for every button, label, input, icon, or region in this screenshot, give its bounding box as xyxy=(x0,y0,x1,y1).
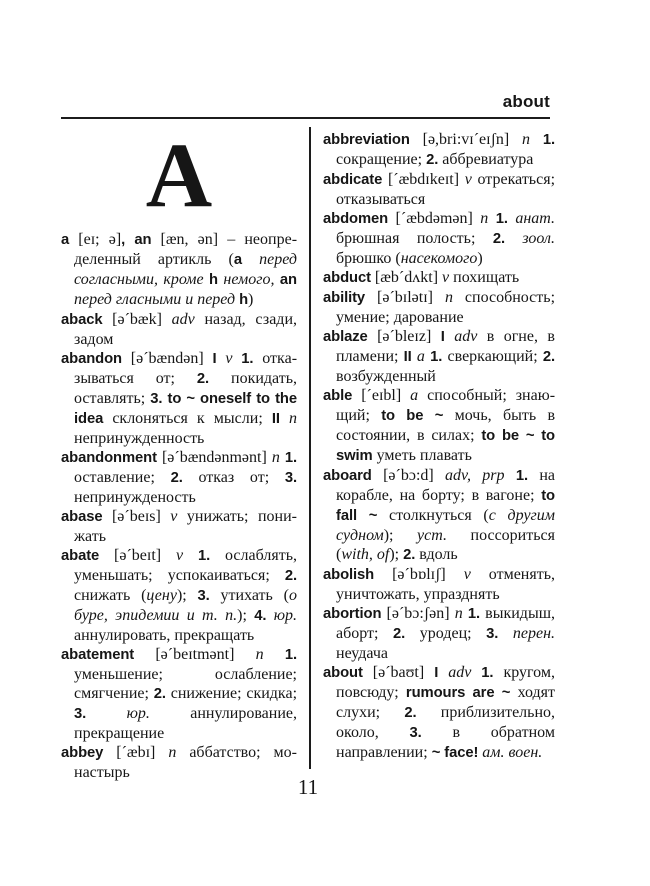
entry-text: брюшко ( xyxy=(336,250,401,267)
entry-text: to be ~ xyxy=(381,408,455,424)
entry-text: rumours are ~ xyxy=(405,685,518,701)
entry-text: сокращение; xyxy=(336,151,427,168)
dictionary-entry xyxy=(323,663,555,763)
entry-text: , an xyxy=(121,232,161,248)
entry-text: [ə´bændən] xyxy=(130,350,213,367)
entry-text: 2. xyxy=(404,705,441,721)
entry-text: назад, сзади, задом xyxy=(74,311,298,348)
entry-text: непринужденость xyxy=(74,489,196,506)
headword: aback xyxy=(61,312,113,328)
entry-text: [æb´dʌkt] xyxy=(374,269,443,286)
entry-text: утихать ( xyxy=(220,587,289,604)
entry-text: 2. xyxy=(284,568,297,584)
entry-text: 3. xyxy=(409,725,453,741)
entry-text: [ə´bleɪz] xyxy=(377,328,441,345)
entry-text: мочь, быть в состоянии, в силах; xyxy=(336,407,555,444)
entry-text: [ə,bri:vɪ´eɪʃn] xyxy=(422,131,523,148)
entry-text: [eɪ; ə] xyxy=(78,231,122,248)
running-head: about xyxy=(502,92,550,111)
headword: abolish xyxy=(323,567,393,583)
headword: abbey xyxy=(61,745,117,761)
entry-text: 3. to ~ oneself to the idea xyxy=(74,391,297,427)
headword: abandonment xyxy=(61,450,162,466)
entry-text: n xyxy=(288,410,297,427)
entry-text: ) xyxy=(248,291,254,308)
entry-text: 1. xyxy=(430,349,448,365)
entry-text: [´æbdɪkeɪt] xyxy=(387,171,465,188)
entry-text: n xyxy=(454,605,468,622)
entry-text: 2. xyxy=(403,547,420,563)
headword: aboard xyxy=(323,468,384,484)
headword: ablaze xyxy=(323,329,378,345)
right-column xyxy=(323,127,555,782)
entry-text: n xyxy=(444,289,465,306)
entry-text: ); xyxy=(176,587,198,604)
column-divider xyxy=(309,127,311,769)
entry-text: 3. xyxy=(197,588,221,604)
entry-text: n xyxy=(522,131,543,148)
entry-text: возбужденный xyxy=(336,368,436,385)
entry-text: сверкающий; xyxy=(447,348,543,365)
entry-text: 2. xyxy=(542,349,556,365)
entry-text: ходят слухи; xyxy=(336,684,555,721)
entry-text: 1. xyxy=(542,132,555,148)
dictionary-entry xyxy=(323,268,555,288)
entry-text: to fall ~ xyxy=(336,488,555,524)
dictionary-entry xyxy=(323,288,555,327)
entry-text: adv xyxy=(171,311,205,328)
entry-text: 1. xyxy=(495,211,516,227)
entry-text: v xyxy=(442,269,454,286)
dictionary-entry xyxy=(61,448,297,507)
dictionary-entry xyxy=(61,507,297,546)
dictionary-entry xyxy=(323,130,555,170)
entry-text: аннулирование, прекращение xyxy=(74,705,297,742)
entry-text: [ə´baʊt] xyxy=(372,664,435,681)
entry-text: выкидыш, аборт; xyxy=(336,605,556,642)
entry-text: 2. xyxy=(492,231,523,247)
entry-text: h xyxy=(239,292,249,308)
entry-text: юр. xyxy=(273,607,298,624)
dictionary-entry xyxy=(61,645,297,743)
entry-text: снижение; скидка; xyxy=(170,685,298,702)
entry-text: n xyxy=(480,210,496,227)
entry-text: приблизительно, около, xyxy=(336,704,556,741)
entry-text: II xyxy=(271,411,289,427)
entry-text: уменьшение; ослабление; смягчение; xyxy=(74,666,297,702)
right-entries xyxy=(323,130,555,763)
dictionary-entry xyxy=(323,604,555,663)
dictionary-entry xyxy=(61,546,297,645)
entry-text: I xyxy=(434,665,449,681)
entry-text: [ə´bæk] xyxy=(112,311,172,328)
entry-text: непринужденность xyxy=(74,430,205,447)
entry-text: adv xyxy=(454,328,487,345)
entry-text: отказ от; xyxy=(198,469,285,486)
entry-text: уродец; xyxy=(419,625,487,642)
entry-text: аббатство; монастырь xyxy=(74,744,297,781)
entry-text: h xyxy=(209,272,218,288)
entry-text: [ə´beɪt] xyxy=(114,547,177,564)
entry-text: уметь плавать xyxy=(376,447,472,464)
entry-text: снижать ( xyxy=(74,587,147,604)
headword: abandon xyxy=(61,351,131,367)
entry-text: зоол. xyxy=(522,230,555,247)
entry-text: юр. xyxy=(126,705,191,722)
entry-text: ); xyxy=(383,527,418,544)
entry-text: v xyxy=(225,350,242,367)
entry-text: a xyxy=(233,252,242,268)
entry-text: v xyxy=(176,547,198,564)
entry-text: 3. xyxy=(74,706,127,722)
entry-text: [ə´beɪs] xyxy=(111,508,171,525)
dictionary-entry xyxy=(323,327,555,386)
entry-text: отрекаться; отказываться xyxy=(336,171,556,208)
entry-text: уст. xyxy=(417,527,471,544)
entry-text: цену xyxy=(146,587,177,604)
entry-text: adv xyxy=(448,664,482,681)
entry-text: покидать, оставлять; xyxy=(74,370,298,407)
headword: abdicate xyxy=(323,172,388,188)
entry-text: [ə´bɒlɪʃ] xyxy=(392,566,464,583)
entry-text: [´eɪbl] xyxy=(361,387,411,404)
entry-text: способный; знающий; xyxy=(336,387,556,424)
entry-text: аббревиатура xyxy=(442,151,534,168)
entry-text: [ə´bɔ:ʃən] xyxy=(386,605,455,622)
entry-text: [´æbɪ] xyxy=(116,744,169,761)
entry-text: насекомого xyxy=(400,250,478,267)
entry-text: [´æbdəmən] xyxy=(395,210,481,227)
entry-text: ~ face! xyxy=(431,745,483,761)
left-column xyxy=(61,124,298,782)
headword: abortion xyxy=(323,606,387,622)
entry-text: 1. xyxy=(467,606,486,622)
entry-text: to be ~ to swim xyxy=(336,428,555,464)
entry-text: унижать; понижать xyxy=(74,508,297,545)
entry-text: ) xyxy=(477,250,483,267)
entry-text: 1. xyxy=(515,468,540,484)
entry-text: 2. xyxy=(196,371,231,387)
dictionary-entry xyxy=(323,466,555,565)
entry-text: [ə´bɔ:d] xyxy=(383,467,446,484)
entry-text: в обратном направлении; xyxy=(336,724,555,761)
entry-text: [ə´bɪlətɪ] xyxy=(377,289,445,306)
entry-text: adv, prp xyxy=(445,467,516,484)
entry-text: 1. xyxy=(198,548,226,564)
entry-text: 4. xyxy=(254,608,274,624)
entry-text: способность; умение; дарование xyxy=(336,289,556,326)
entry-text: I xyxy=(212,351,226,367)
dictionary-entry xyxy=(61,230,297,310)
entry-text: перед согласными, кроме xyxy=(74,251,298,288)
headword: abdomen xyxy=(323,211,396,227)
headword: abase xyxy=(61,509,112,525)
entry-text: II xyxy=(403,349,417,365)
entry-text: n xyxy=(168,744,190,761)
entry-text: an xyxy=(279,272,297,288)
entry-text: I xyxy=(440,329,455,345)
entry-text: 1. xyxy=(284,647,297,663)
headword: ability xyxy=(323,290,378,306)
entry-text: склоняться к мысли; xyxy=(112,410,272,427)
headword: abbreviation xyxy=(323,132,423,148)
section-letter: A xyxy=(145,124,213,226)
entry-text: with, of xyxy=(341,546,390,563)
entry-text: [ə´beɪtmənt] xyxy=(155,646,256,663)
entry-text: перед гласными и перед xyxy=(74,291,240,308)
entry-text: отказываться от; xyxy=(74,350,298,387)
page-content xyxy=(61,124,556,782)
entry-text: на корабле, на борту; в вагоне; xyxy=(336,467,555,504)
entry-text: n xyxy=(255,646,285,663)
dictionary-entry xyxy=(323,386,555,466)
entry-text: a xyxy=(416,348,431,365)
headword: a xyxy=(61,232,79,248)
entry-text: о буре, эпидемии и т. п. xyxy=(74,587,297,624)
entry-text: 1. xyxy=(284,450,298,466)
entry-text: [ə´bændənmənt] xyxy=(161,449,272,466)
entry-text: ); xyxy=(389,546,404,563)
entry-text: немого, xyxy=(217,271,280,288)
entry-text: 2. xyxy=(170,470,199,486)
entry-text: 2. xyxy=(153,686,171,702)
entry-text: ам. воен. xyxy=(482,744,543,761)
entry-text: аннулировать, прекращать xyxy=(74,627,255,644)
entry-text: ); xyxy=(237,607,255,624)
dictionary-entry xyxy=(61,349,297,448)
entry-text: перен. xyxy=(512,625,556,642)
entry-text: анат. xyxy=(515,210,555,227)
entry-text: с другим судном xyxy=(336,507,555,544)
entry-text: похищать xyxy=(453,269,520,286)
entry-text: 3. xyxy=(284,470,298,486)
entry-text: ослаблять, уменьшать; успокаиваться; xyxy=(74,547,297,584)
headword: abate xyxy=(61,548,115,564)
headword: able xyxy=(323,388,362,404)
entry-text: оставление; xyxy=(74,469,171,486)
entry-text: брюшная полость; xyxy=(336,230,493,247)
entry-text: кругом, повсюду; xyxy=(336,664,555,701)
entry-text: v xyxy=(464,171,478,188)
entry-text: v xyxy=(170,508,187,525)
dictionary-entry xyxy=(323,170,555,209)
entry-text: 1. xyxy=(481,665,504,681)
entry-text: 1. xyxy=(241,351,263,367)
entry-text: v xyxy=(463,566,489,583)
headword: abatement xyxy=(61,647,156,663)
headword: about xyxy=(323,665,373,681)
left-entries xyxy=(61,230,297,782)
entry-text: 3. xyxy=(486,626,513,642)
entry-text: вдоль xyxy=(419,546,458,563)
page-number: 11 xyxy=(297,775,319,799)
entry-text: поссориться ( xyxy=(336,527,555,563)
entry-text: отменять, уничтожать, упразднять xyxy=(336,566,556,603)
header-rule xyxy=(61,117,550,119)
entry-text: неудача xyxy=(336,645,389,662)
headword: abduct xyxy=(323,270,375,286)
entry-text: [æn, ən] – неопределенный артикль ( xyxy=(74,231,298,268)
dictionary-entry xyxy=(323,209,555,268)
dictionary-entry xyxy=(323,565,555,604)
entry-text: 2. xyxy=(426,152,443,168)
dictionary-entry xyxy=(61,310,297,349)
entry-text: n xyxy=(271,449,285,466)
entry-text: столкнуться ( xyxy=(388,507,489,524)
entry-text: 2. xyxy=(393,626,420,642)
entry-text: a xyxy=(410,387,428,404)
entry-text: в огне, в пламени; xyxy=(336,328,555,365)
